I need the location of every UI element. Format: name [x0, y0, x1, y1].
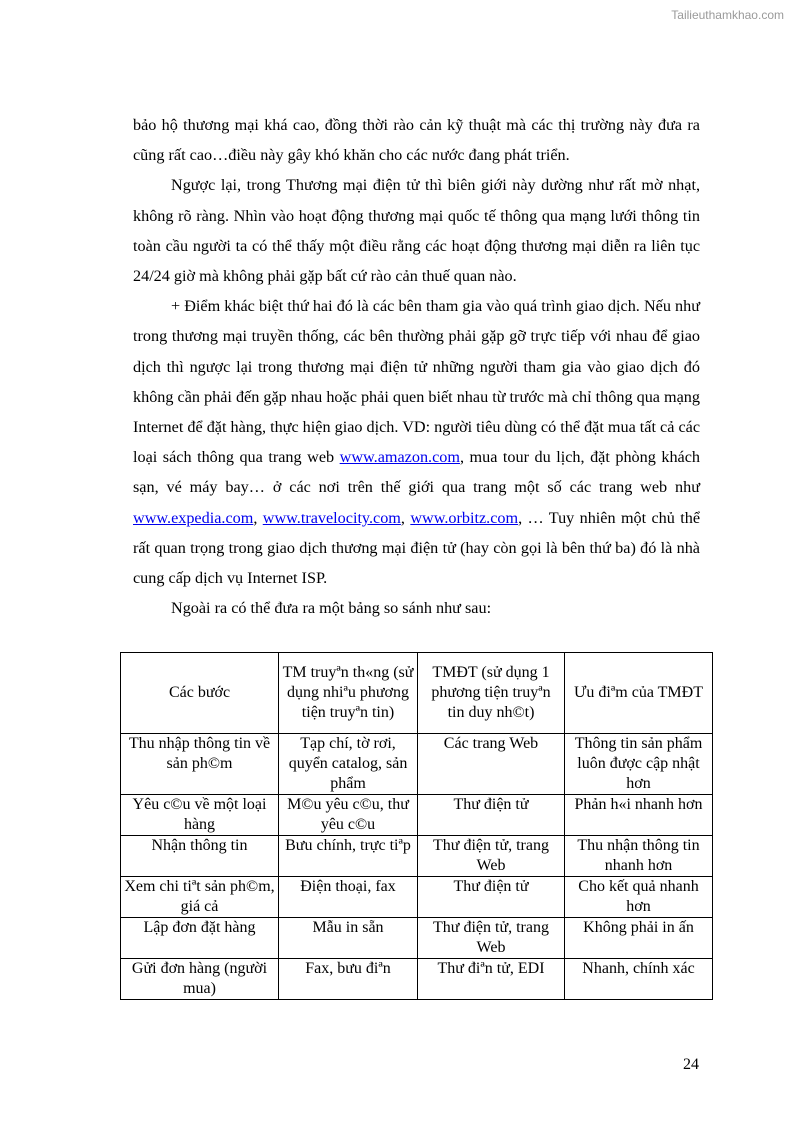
- table-cell: Thông tin sản phẩm luôn được cập nhật hơn: [565, 734, 713, 795]
- table-cell: Yêu c©u về một loại hàng: [121, 795, 279, 836]
- table-cell: Thư điện tử: [418, 877, 565, 918]
- header-cell: TMĐT (sử dụng 1 phương tiện truyªn tin duy nh©t): [418, 653, 565, 734]
- table-intro: Ngoài ra có thể đưa ra một bảng so sánh như sau:: [171, 599, 492, 618]
- link-orbitz[interactable]: www.orbitz.com: [410, 508, 519, 527]
- paragraph-3-text-c: ,: [253, 508, 263, 527]
- table-cell: Nhận thông tin: [121, 836, 279, 877]
- table-row: [121, 836, 713, 877]
- table-cell: Thu nhận thông tin nhanh hơn: [565, 836, 713, 877]
- table-cell: Điện thoại, fax: [279, 877, 418, 918]
- table-header-row: [121, 653, 713, 734]
- table-cell: Các trang Web: [418, 734, 565, 795]
- table-cell: Nhanh, chính xác: [565, 959, 713, 1000]
- table-row: [121, 795, 713, 836]
- paragraph-3-text-e: , … Tuy nhiên một chủ thể rất quan trọng trong giao dịch thương mại điện tử (hay còn gọi là bên thứ ba) đó là nhà cung cấp dịch vụ Internet ISP.: [133, 508, 701, 588]
- table-cell: Xem chi tiªt sản ph©m, giá cả: [121, 877, 279, 918]
- paragraph-3-text-d: ,: [400, 508, 411, 527]
- table-row: [121, 877, 713, 918]
- table-cell: Cho kết quả nhanh hơn: [565, 877, 713, 918]
- paragraph-3: [133, 291, 700, 593]
- table-cell: Không phải in ấn: [565, 918, 713, 959]
- watermark: Tailieuthamkhao.com: [671, 8, 784, 22]
- link-amazon[interactable]: www.amazon.com: [339, 448, 460, 467]
- link-expedia[interactable]: www.expedia.com: [133, 508, 254, 527]
- table-cell: Gửi đơn hàng (người mua): [121, 959, 279, 1000]
- link-travelocity[interactable]: www.travelocity.com: [262, 508, 401, 527]
- table-row: [121, 734, 713, 795]
- header-cell: TM truyªn th«ng (sử dụng nhiªu phương tiện truyªn tin): [279, 653, 418, 734]
- table-cell: Thư điện tử, trang Web: [418, 836, 565, 877]
- document-body: [133, 110, 700, 623]
- paragraph-2: Ngược lại, trong Thương mại điện tử thì biên giới này dường như rất mờ nhạt, không rõ ràng. Nhìn vào hoạt động thương mại quốc tế thông qua mạng lưới thông tin toàn cầu người ta có thể thấy một điều rằng các hoạt động thương mại diễn ra liên tục 24/24 giờ mà không phải gặp bất cứ rào cản thuế quan nào.: [133, 176, 700, 286]
- table-cell: Tạp chí, tờ rơi, quyển catalog, sản phẩm: [279, 734, 418, 795]
- paragraph-3-text-a: + Điểm khác biệt thứ hai đó là các bên tham gia vào quá trình giao dịch. Nếu như trong thương mại truyền thống, các bên thường phải gặp gỡ trực tiếp với nhau để giao dịch thì ngược lại trong thương mại điện tử những người tham gia vào giao dịch đó không cần phải đến gặp nhau hoặc phải quen biết nhau từ trước mà chỉ thông qua mạng Internet để đặt hàng, thực hiện giao dịch. VD: người tiêu dùng có thể đặt mua tất cả các loại sách thông qua trang web: [133, 297, 701, 467]
- table-cell: Mẫu in sẵn: [279, 918, 418, 959]
- header-cell: Ưu điªm của TMĐT: [565, 653, 713, 734]
- paragraph-1: bảo hộ thương mại khá cao, đồng thời rào cản kỹ thuật mà các thị trường này đưa ra cũng rất cao…điều này gây khó khăn cho các nước đang phát triển.: [133, 116, 700, 165]
- paragraph-3-text-b: , mua tour du lịch, đặt phòng khách sạn, vé máy bay… ở các nơi trên thế giới qua trang một số các trang web như: [133, 448, 700, 497]
- table-cell: Thư điªn tử, EDI: [418, 959, 565, 1000]
- header-cell: Các bước: [121, 653, 279, 734]
- table-cell: Fax, bưu điªn: [279, 959, 418, 1000]
- table-cell: M©u yêu c©u, thư yêu c©u: [279, 795, 418, 836]
- table-row: [121, 918, 713, 959]
- table-cell: Phản h«i nhanh hơn: [565, 795, 713, 836]
- page-number: 24: [683, 1056, 699, 1073]
- table-cell: Thu nhập thông tin về sản ph©m: [121, 734, 279, 795]
- table-cell: Thư điện tử: [418, 795, 565, 836]
- table-cell: Thư điện tử, trang Web: [418, 918, 565, 959]
- table-cell: Bưu chính, trực tiªp: [279, 836, 418, 877]
- table-row: [121, 959, 713, 1000]
- comparison-table: [120, 652, 713, 1000]
- table-cell: Lập đơn đặt hàng: [121, 918, 279, 959]
